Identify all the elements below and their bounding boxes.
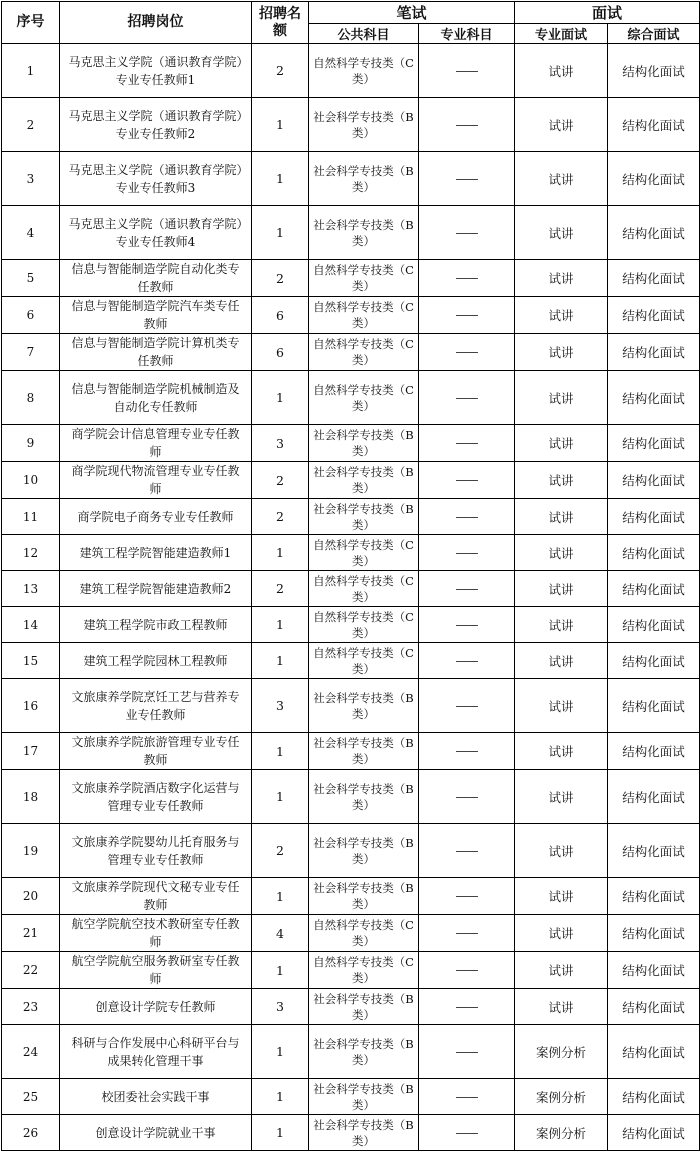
row-position: 信息与智能制造学院机械制造及自动化专任教师 — [60, 371, 252, 425]
row-seq: 15 — [2, 643, 60, 679]
row-public-subject: 社会科学专技类（B类） — [309, 824, 419, 878]
row-comprehensive-interview: 结构化面试 — [608, 425, 700, 462]
row-professional-interview: 案例分析 — [515, 1115, 608, 1151]
row-seq: 16 — [2, 679, 60, 733]
table-row — [2, 878, 700, 915]
table-row — [2, 1025, 700, 1079]
row-comprehensive-interview: 结构化面试 — [608, 371, 700, 425]
row-seq: 22 — [2, 952, 60, 989]
row-count: 2 — [252, 499, 309, 535]
row-comprehensive-interview: 结构化面试 — [608, 1115, 700, 1151]
table-row — [2, 206, 700, 260]
row-comprehensive-interview: 结构化面试 — [608, 1025, 700, 1079]
row-count: 1 — [252, 535, 309, 571]
row-public-subject: 社会科学专技类（B类） — [309, 679, 419, 733]
row-seq: 3 — [2, 152, 60, 206]
row-position: 文旅康养学院婴幼儿托育服务与管理专业专任教师 — [60, 824, 252, 878]
row-professional-interview: 试讲 — [515, 571, 608, 607]
row-seq: 18 — [2, 770, 60, 824]
row-seq: 12 — [2, 535, 60, 571]
table-row — [2, 1079, 700, 1115]
row-professional-subject: —— — [419, 824, 515, 878]
row-comprehensive-interview: 结构化面试 — [608, 462, 700, 499]
row-professional-interview: 试讲 — [515, 260, 608, 297]
row-comprehensive-interview: 结构化面试 — [608, 915, 700, 952]
row-public-subject: 自然科学专技类（C类） — [309, 260, 419, 297]
row-professional-interview: 试讲 — [515, 607, 608, 643]
row-comprehensive-interview: 结构化面试 — [608, 44, 700, 98]
row-public-subject: 社会科学专技类（B类） — [309, 206, 419, 260]
row-position: 建筑工程学院园林工程教师 — [60, 643, 252, 679]
row-public-subject: 自然科学专技类（C类） — [309, 44, 419, 98]
row-professional-subject: —— — [419, 98, 515, 152]
row-seq: 21 — [2, 915, 60, 952]
table-row — [2, 334, 700, 371]
table-row — [2, 824, 700, 878]
table-row — [2, 535, 700, 571]
row-professional-interview: 试讲 — [515, 297, 608, 334]
row-professional-subject: —— — [419, 206, 515, 260]
row-professional-interview: 试讲 — [515, 152, 608, 206]
header-position: 招聘岗位 — [60, 2, 252, 44]
row-public-subject: 社会科学专技类（B类） — [309, 1079, 419, 1115]
row-count: 1 — [252, 643, 309, 679]
row-professional-interview: 试讲 — [515, 679, 608, 733]
row-professional-interview: 试讲 — [515, 915, 608, 952]
row-count: 1 — [252, 770, 309, 824]
row-seq: 7 — [2, 334, 60, 371]
row-professional-subject: —— — [419, 770, 515, 824]
table-row — [2, 152, 700, 206]
row-professional-subject: —— — [419, 499, 515, 535]
row-position: 信息与智能制造学院自动化类专任教师 — [60, 260, 252, 297]
row-professional-interview: 试讲 — [515, 206, 608, 260]
row-professional-interview: 试讲 — [515, 989, 608, 1025]
row-seq: 24 — [2, 1025, 60, 1079]
row-public-subject: 自然科学专技类（C类） — [309, 571, 419, 607]
row-professional-subject: —— — [419, 425, 515, 462]
row-count: 2 — [252, 824, 309, 878]
row-professional-subject: —— — [419, 643, 515, 679]
row-public-subject: 自然科学专技类（C类） — [309, 952, 419, 989]
header-seq: 序号 — [2, 2, 60, 44]
row-professional-subject: —— — [419, 297, 515, 334]
row-public-subject: 自然科学专技类（C类） — [309, 607, 419, 643]
row-position: 科研与合作发展中心科研平台与成果转化管理干事 — [60, 1025, 252, 1079]
row-position: 文旅康养学院旅游管理专业专任教师 — [60, 733, 252, 770]
row-professional-subject: —— — [419, 679, 515, 733]
row-position: 文旅康养学院烹饪工艺与营养专业专任教师 — [60, 679, 252, 733]
row-professional-subject: —— — [419, 260, 515, 297]
row-count: 1 — [252, 1115, 309, 1151]
row-professional-subject: —— — [419, 915, 515, 952]
row-professional-subject: —— — [419, 952, 515, 989]
row-count: 1 — [252, 152, 309, 206]
row-public-subject: 自然科学专技类（C类） — [309, 297, 419, 334]
row-count: 2 — [252, 462, 309, 499]
header-interview: 面试 — [515, 2, 700, 24]
row-professional-interview: 案例分析 — [515, 1025, 608, 1079]
row-count: 2 — [252, 571, 309, 607]
row-seq: 17 — [2, 733, 60, 770]
row-seq: 23 — [2, 989, 60, 1025]
row-public-subject: 自然科学专技类（C类） — [309, 535, 419, 571]
row-comprehensive-interview: 结构化面试 — [608, 989, 700, 1025]
header-written: 笔试 — [309, 2, 515, 24]
row-professional-subject: —— — [419, 535, 515, 571]
row-public-subject: 自然科学专技类（C类） — [309, 643, 419, 679]
row-comprehensive-interview: 结构化面试 — [608, 643, 700, 679]
row-position: 建筑工程学院智能建造教师1 — [60, 535, 252, 571]
table-body — [2, 44, 700, 1151]
row-position: 信息与智能制造学院计算机类专任教师 — [60, 334, 252, 371]
row-professional-interview: 试讲 — [515, 499, 608, 535]
row-public-subject: 社会科学专技类（B类） — [309, 989, 419, 1025]
row-public-subject: 社会科学专技类（B类） — [309, 425, 419, 462]
row-professional-subject: —— — [419, 44, 515, 98]
row-public-subject: 自然科学专技类（C类） — [309, 334, 419, 371]
row-count: 1 — [252, 878, 309, 915]
row-professional-interview: 试讲 — [515, 535, 608, 571]
table-row — [2, 260, 700, 297]
row-position: 建筑工程学院智能建造教师2 — [60, 571, 252, 607]
row-count: 3 — [252, 679, 309, 733]
table-row — [2, 643, 700, 679]
row-seq: 13 — [2, 571, 60, 607]
row-position: 校团委社会实践干事 — [60, 1079, 252, 1115]
table-row — [2, 571, 700, 607]
row-comprehensive-interview: 结构化面试 — [608, 98, 700, 152]
row-count: 1 — [252, 98, 309, 152]
row-position: 商学院现代物流管理专业专任教师 — [60, 462, 252, 499]
table-row — [2, 371, 700, 425]
row-professional-subject: —— — [419, 1079, 515, 1115]
row-count: 1 — [252, 1079, 309, 1115]
row-public-subject: 社会科学专技类（B类） — [309, 1115, 419, 1151]
row-count: 1 — [252, 607, 309, 643]
row-professional-interview: 试讲 — [515, 371, 608, 425]
header-comprehensive-interview: 综合面试 — [608, 24, 700, 44]
row-professional-subject: —— — [419, 334, 515, 371]
row-position: 马克思主义学院（通识教育学院）专业专任教师2 — [60, 98, 252, 152]
row-position: 航空学院航空服务教研室专任教师 — [60, 952, 252, 989]
row-seq: 14 — [2, 607, 60, 643]
row-comprehensive-interview: 结构化面试 — [608, 607, 700, 643]
row-count: 1 — [252, 733, 309, 770]
row-professional-interview: 试讲 — [515, 643, 608, 679]
row-professional-interview: 试讲 — [515, 824, 608, 878]
table-row — [2, 1115, 700, 1151]
table-row — [2, 425, 700, 462]
row-professional-interview: 试讲 — [515, 878, 608, 915]
row-count: 1 — [252, 1025, 309, 1079]
row-professional-subject: —— — [419, 607, 515, 643]
row-seq: 19 — [2, 824, 60, 878]
row-count: 1 — [252, 371, 309, 425]
row-comprehensive-interview: 结构化面试 — [608, 535, 700, 571]
row-professional-interview: 试讲 — [515, 952, 608, 989]
row-seq: 6 — [2, 297, 60, 334]
row-professional-subject: —— — [419, 989, 515, 1025]
row-comprehensive-interview: 结构化面试 — [608, 733, 700, 770]
row-seq: 1 — [2, 44, 60, 98]
row-comprehensive-interview: 结构化面试 — [608, 824, 700, 878]
row-professional-subject: —— — [419, 462, 515, 499]
row-public-subject: 社会科学专技类（B类） — [309, 733, 419, 770]
row-comprehensive-interview: 结构化面试 — [608, 770, 700, 824]
row-count: 3 — [252, 425, 309, 462]
row-position: 文旅康养学院酒店数字化运营与管理专业专任教师 — [60, 770, 252, 824]
header-public-subject: 公共科目 — [309, 24, 419, 44]
row-professional-interview: 试讲 — [515, 733, 608, 770]
row-professional-interview: 试讲 — [515, 770, 608, 824]
row-professional-interview: 试讲 — [515, 425, 608, 462]
row-professional-subject: —— — [419, 878, 515, 915]
header-count: 招聘名额 — [252, 2, 309, 44]
table-row — [2, 44, 700, 98]
row-comprehensive-interview: 结构化面试 — [608, 260, 700, 297]
row-position: 商学院电子商务专业专任教师 — [60, 499, 252, 535]
row-seq: 11 — [2, 499, 60, 535]
row-comprehensive-interview: 结构化面试 — [608, 1079, 700, 1115]
row-count: 6 — [252, 334, 309, 371]
row-position: 马克思主义学院（通识教育学院）专业专任教师4 — [60, 206, 252, 260]
table-row — [2, 770, 700, 824]
row-position: 商学院会计信息管理专业专任教师 — [60, 425, 252, 462]
row-count: 3 — [252, 989, 309, 1025]
row-professional-interview: 试讲 — [515, 462, 608, 499]
row-position: 航空学院航空技术教研室专任教师 — [60, 915, 252, 952]
row-public-subject: 社会科学专技类（B类） — [309, 98, 419, 152]
row-position: 马克思主义学院（通识教育学院）专业专任教师3 — [60, 152, 252, 206]
table-row — [2, 607, 700, 643]
row-professional-subject: —— — [419, 571, 515, 607]
row-comprehensive-interview: 结构化面试 — [608, 679, 700, 733]
header-professional-subject: 专业科目 — [419, 24, 515, 44]
table-row — [2, 679, 700, 733]
row-count: 1 — [252, 206, 309, 260]
row-seq: 2 — [2, 98, 60, 152]
row-professional-interview: 试讲 — [515, 44, 608, 98]
row-public-subject: 社会科学专技类（B类） — [309, 1025, 419, 1079]
row-comprehensive-interview: 结构化面试 — [608, 571, 700, 607]
row-comprehensive-interview: 结构化面试 — [608, 878, 700, 915]
header-row-top — [2, 2, 700, 24]
row-comprehensive-interview: 结构化面试 — [608, 206, 700, 260]
row-public-subject: 社会科学专技类（B类） — [309, 770, 419, 824]
row-comprehensive-interview: 结构化面试 — [608, 152, 700, 206]
table-row — [2, 462, 700, 499]
row-position: 文旅康养学院现代文秘专业专任教师 — [60, 878, 252, 915]
row-position: 创意设计学院就业干事 — [60, 1115, 252, 1151]
table-row — [2, 989, 700, 1025]
row-professional-subject: —— — [419, 371, 515, 425]
row-professional-subject: —— — [419, 1025, 515, 1079]
table-row — [2, 733, 700, 770]
table-row — [2, 952, 700, 989]
row-public-subject: 社会科学专技类（B类） — [309, 499, 419, 535]
row-seq: 8 — [2, 371, 60, 425]
row-professional-subject: —— — [419, 152, 515, 206]
row-comprehensive-interview: 结构化面试 — [608, 297, 700, 334]
table-row — [2, 915, 700, 952]
row-count: 4 — [252, 915, 309, 952]
row-position: 创意设计学院专任教师 — [60, 989, 252, 1025]
row-position: 建筑工程学院市政工程教师 — [60, 607, 252, 643]
header-professional-interview: 专业面试 — [515, 24, 608, 44]
row-position: 马克思主义学院（通识教育学院）专业专任教师1 — [60, 44, 252, 98]
row-seq: 5 — [2, 260, 60, 297]
row-seq: 9 — [2, 425, 60, 462]
row-comprehensive-interview: 结构化面试 — [608, 952, 700, 989]
row-professional-subject: —— — [419, 733, 515, 770]
row-public-subject: 社会科学专技类（B类） — [309, 152, 419, 206]
row-seq: 4 — [2, 206, 60, 260]
row-comprehensive-interview: 结构化面试 — [608, 499, 700, 535]
row-seq: 20 — [2, 878, 60, 915]
row-professional-subject: —— — [419, 1115, 515, 1151]
row-public-subject: 自然科学专技类（C类） — [309, 371, 419, 425]
row-position: 信息与智能制造学院汽车类专任教师 — [60, 297, 252, 334]
row-seq: 10 — [2, 462, 60, 499]
row-professional-interview: 试讲 — [515, 334, 608, 371]
row-count: 1 — [252, 952, 309, 989]
row-public-subject: 社会科学专技类（B类） — [309, 878, 419, 915]
table-row — [2, 297, 700, 334]
row-count: 2 — [252, 260, 309, 297]
row-seq: 25 — [2, 1079, 60, 1115]
table-row — [2, 98, 700, 152]
row-count: 6 — [252, 297, 309, 334]
table-row — [2, 499, 700, 535]
recruitment-table — [1, 1, 700, 1151]
row-count: 2 — [252, 44, 309, 98]
row-public-subject: 社会科学专技类（B类） — [309, 462, 419, 499]
row-public-subject: 自然科学专技类（C类） — [309, 915, 419, 952]
row-professional-interview: 案例分析 — [515, 1079, 608, 1115]
row-seq: 26 — [2, 1115, 60, 1151]
row-comprehensive-interview: 结构化面试 — [608, 334, 700, 371]
row-professional-interview: 试讲 — [515, 98, 608, 152]
